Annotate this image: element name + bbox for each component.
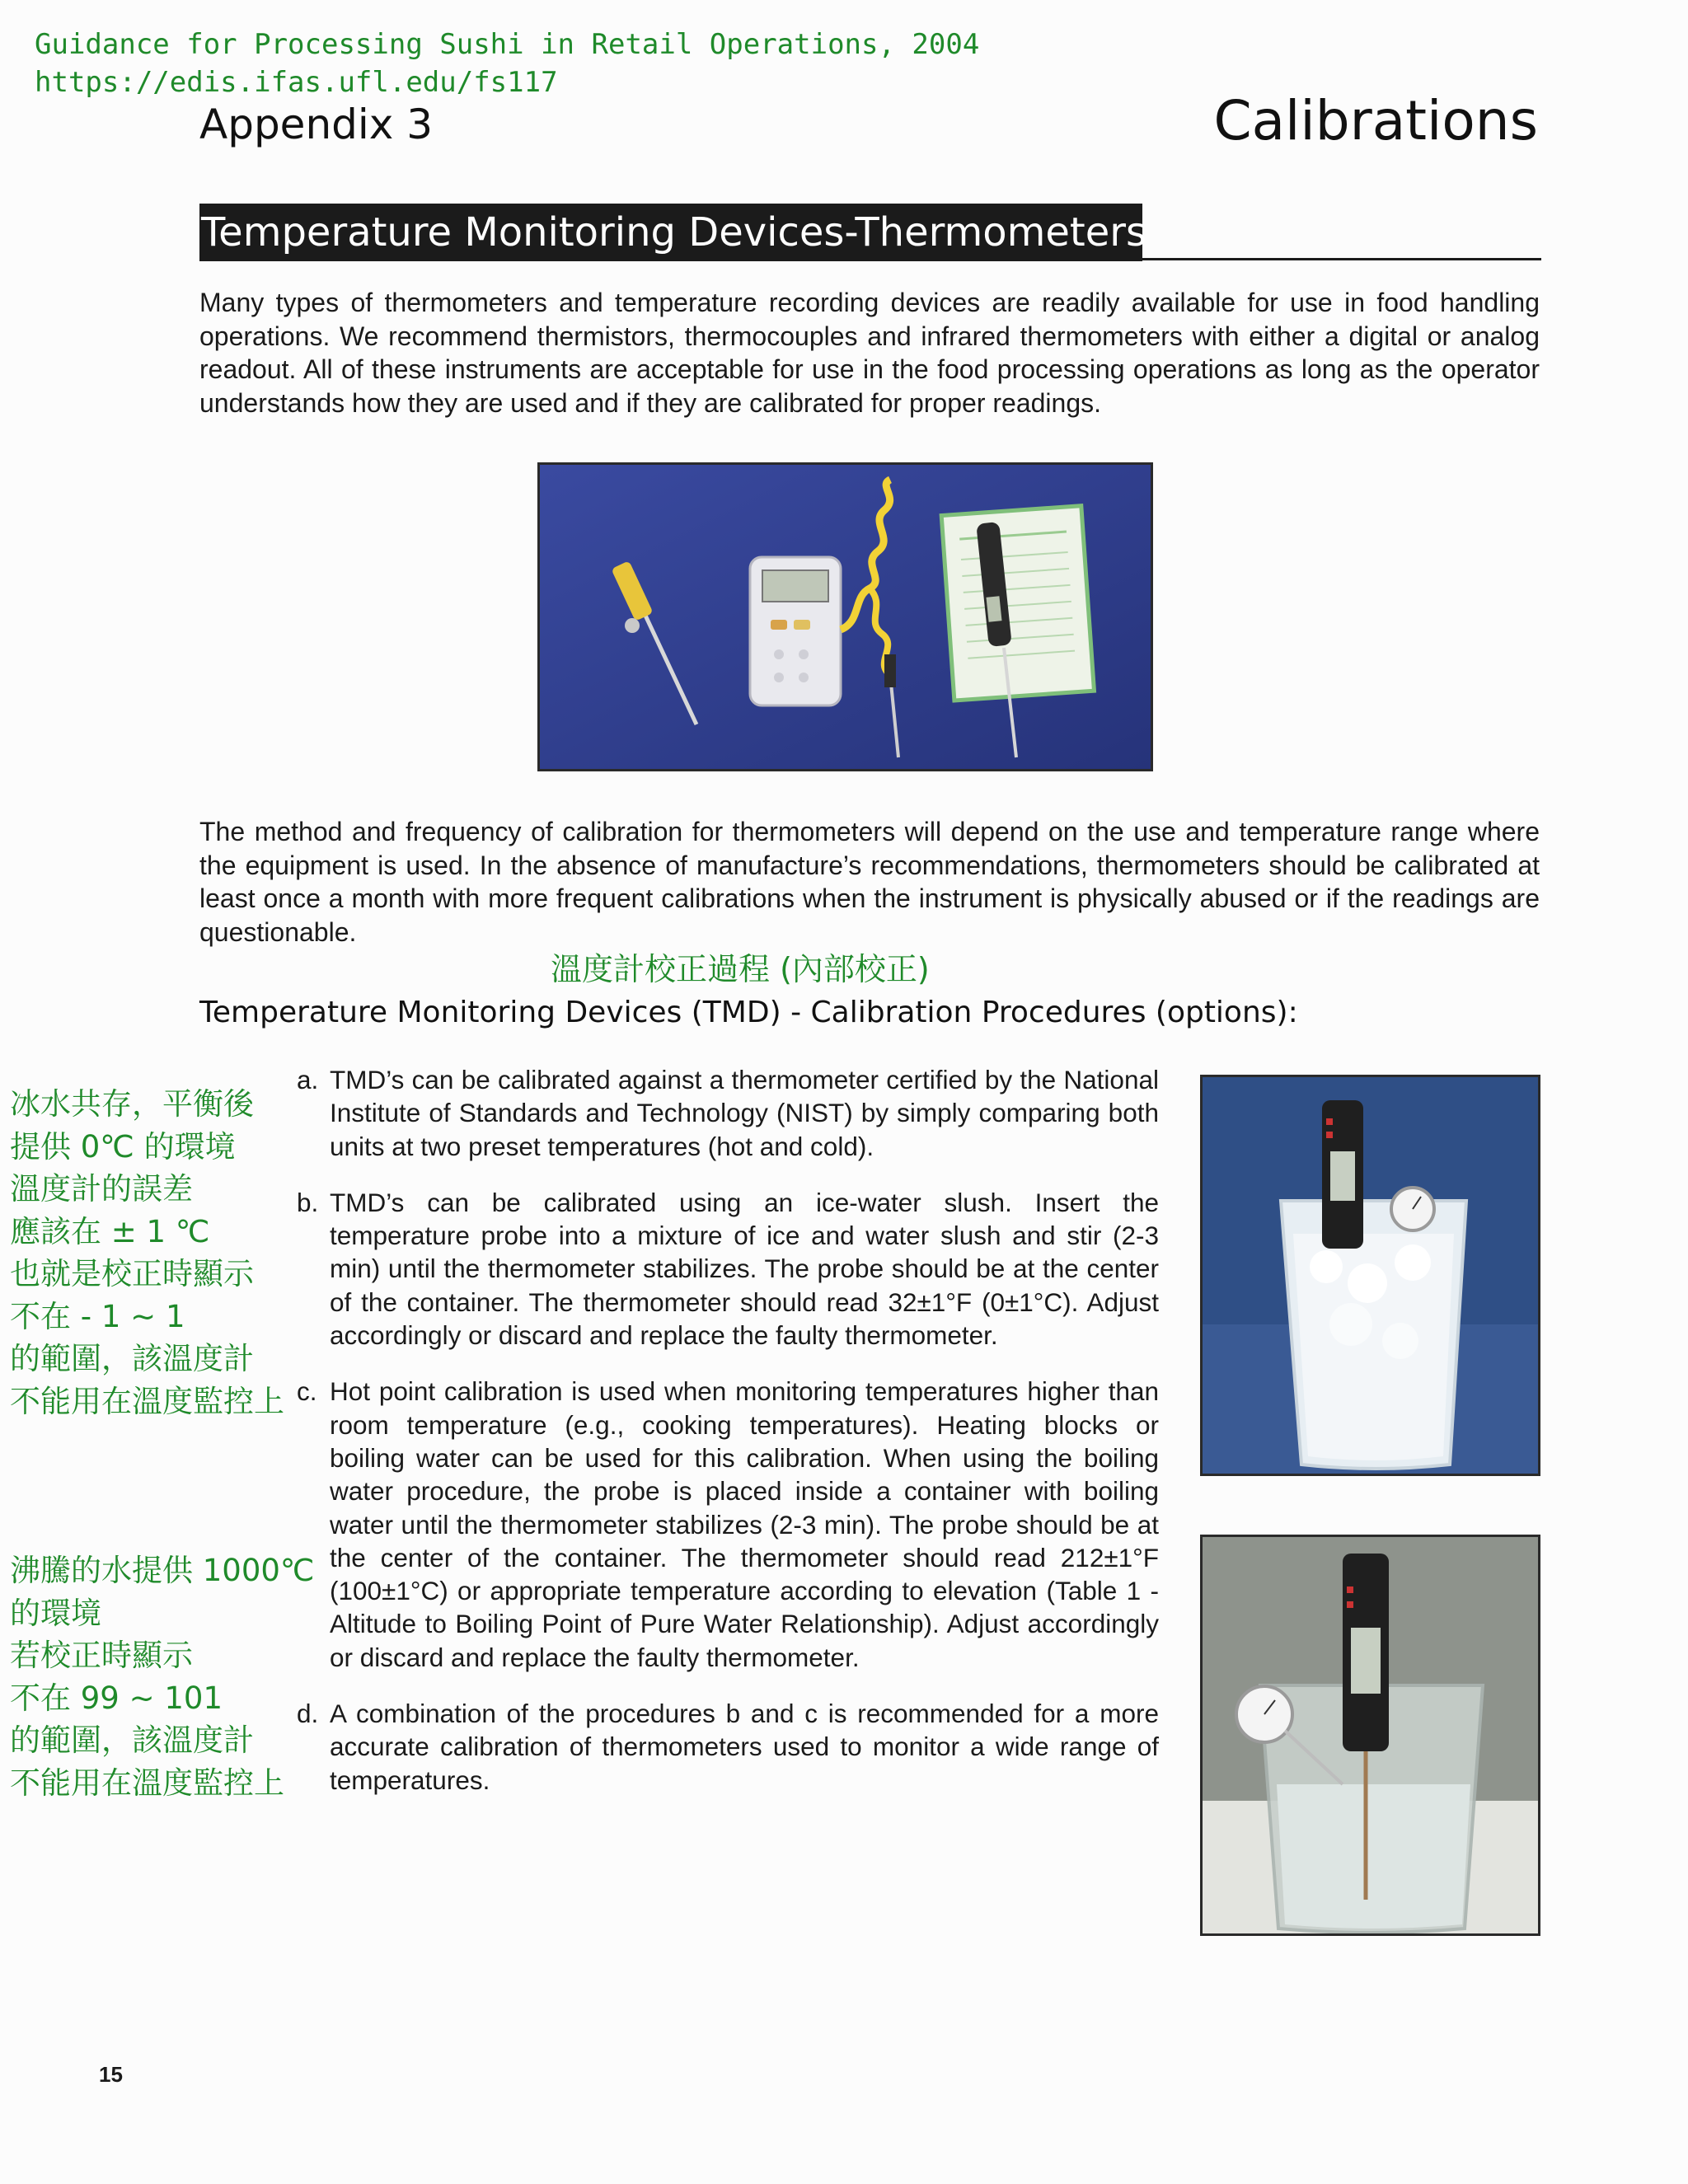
procedure-text: Hot point calibration is used when monitoring temperatures higher than room temperature (e.g., cooking temperatures). Heating blocks or boiling water can be used for this calibration. When using the boiling water procedure, the probe is placed inside a container with boiling water until the thermometer stabilizes (2-3 min). The probe should be at the center of the container. The thermometer should read 212±1°F (100±1°C) or appropriate temperature according to elevation (Table 1 - Altitude to Boiling Point of Pure Water Relationship). Adjust accordingly or discard and replace the faulty thermometer. bbox=[330, 1376, 1159, 1672]
ice-note-line: 溫度計的誤差 bbox=[10, 1171, 193, 1207]
section-title: Calibrations bbox=[1213, 89, 1538, 152]
boil-note-line: 不能用在溫度監控上 bbox=[10, 1765, 284, 1801]
procedure-b bbox=[293, 1186, 1159, 1352]
boiling-water-photo bbox=[1200, 1535, 1540, 1936]
ice-note-line: 提供 0℃ 的環境 bbox=[10, 1128, 236, 1165]
procedure-c bbox=[293, 1375, 1159, 1674]
procedure-letter: c. bbox=[297, 1376, 317, 1407]
appendix-label: Appendix 3 bbox=[199, 101, 434, 148]
ice-water-photo bbox=[1200, 1075, 1540, 1476]
boil-note-line: 若校正時顯示 bbox=[10, 1638, 193, 1673]
intro-paragraph: Many types of thermometers and temperature recording devices are readily available for use in food handling operations. We recommend thermistors, thermocouples and infrared thermometers with either a digital or analog readout. All of these instruments are acceptable for use in the food processing operations as long as the operator understands how they are used and if they are calibrated for proper readings. bbox=[199, 288, 1540, 418]
ice-note-line: 也就是校正時顯示 bbox=[10, 1256, 254, 1291]
boiling-water-illustration bbox=[1203, 1537, 1538, 1933]
zh-heading-note: 溫度計校正過程 (內部校正) bbox=[551, 951, 930, 987]
procedures-heading: Temperature Monitoring Devices (TMD) - Calibration Procedures (options): bbox=[199, 996, 1298, 1029]
ice-note-line: 的範圍，該溫度計 bbox=[10, 1341, 254, 1376]
procedure-text: A combination of the procedures b and c is recommended for a more accurate calibration of thermometers used to monitor a wide range of temperatures. bbox=[330, 1699, 1159, 1795]
procedure-letter: b. bbox=[297, 1187, 319, 1217]
boil-note-line: 的環境 bbox=[10, 1595, 101, 1631]
procedures-list bbox=[293, 1063, 1159, 1820]
procedure-text: TMD’s can be calibrated using an ice-water slush. Insert the temperature probe into a mixture of ice and water slush and stir (2-3 min) until the thermometer stabilizes. The probe should be at the center of the container. The thermometer should read 32±1°F (0±1°C). Adjust accordingly or discard and replace the faulty thermometer. bbox=[330, 1187, 1159, 1351]
boil-note-line: 不在 99 ~ 101 bbox=[10, 1680, 223, 1716]
boiling-water-notes bbox=[10, 1549, 315, 1804]
boil-note-line: 的範圍，該溫度計 bbox=[10, 1722, 254, 1758]
thermometers-photo bbox=[537, 462, 1153, 771]
ice-note-line: 冰水共存，平衡後 bbox=[10, 1086, 254, 1122]
procedure-a bbox=[293, 1063, 1159, 1163]
ice-note-line: 不能用在溫度監控上 bbox=[10, 1383, 284, 1419]
section-heading: Temperature Monitoring Devices-Thermometers bbox=[199, 204, 1142, 261]
heading-rule bbox=[1142, 258, 1541, 260]
ice-water-notes bbox=[10, 1083, 315, 1422]
page-number: 15 bbox=[99, 2062, 123, 2087]
source-title: Guidance for Processing Sushi in Retail Operations, 2004 bbox=[35, 28, 980, 61]
ice-note-line: 應該在 ± 1 ℃ bbox=[10, 1213, 210, 1249]
ice-note-line: 不在 - 1 ~ 1 bbox=[10, 1298, 185, 1334]
boil-note-line: 沸騰的水提供 1000℃ bbox=[10, 1553, 315, 1588]
procedure-letter: a. bbox=[297, 1065, 319, 1094]
source-url[interactable]: https://edis.ifas.ufl.edu/fs117 bbox=[35, 66, 558, 99]
method-paragraph: The method and frequency of calibration for thermometers will depend on the use and temperature range where the equipment is used. In the absence of manufacture’s recommendations, thermometers should be calibrated at least once a month with more frequent calibrations when the instrument is physically abused or if the readings are questionable. bbox=[199, 817, 1540, 947]
thermometers-illustration bbox=[540, 465, 1151, 769]
ice-water-illustration bbox=[1203, 1077, 1538, 1474]
procedure-d bbox=[293, 1697, 1159, 1797]
procedure-letter: d. bbox=[297, 1699, 319, 1729]
procedure-text: TMD’s can be calibrated against a thermometer certified by the National Institute of Standards and Technology (NIST) by simply comparing both units at two preset temperatures (hot and cold). bbox=[330, 1065, 1159, 1161]
